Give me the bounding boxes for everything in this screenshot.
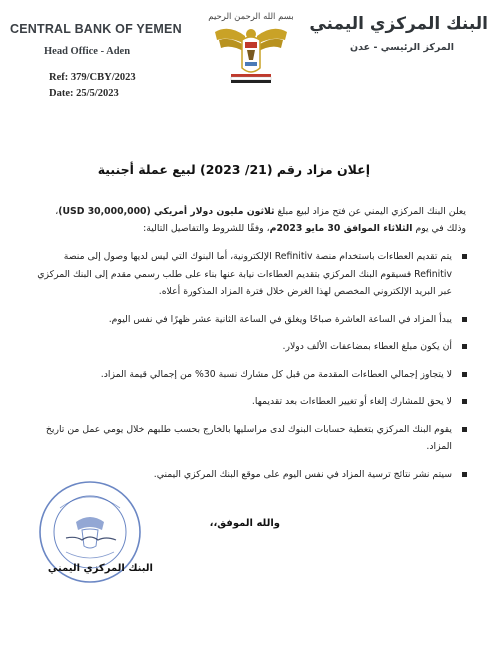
header-right bbox=[309, 14, 488, 53]
bullet-square-icon bbox=[462, 472, 467, 477]
condition-text: سيتم نشر نتائج ترسية المزاد في نفس اليوم على موقع البنك المركزي اليمني. bbox=[153, 468, 452, 480]
reference-number: Ref: 379/CBY/2023 bbox=[49, 72, 136, 83]
condition-text: يتم تقديم العطاءات باستخدام منصة Refinitiv الإلكترونية، أما البنوك التي ليس لديها وصول إلى منصة Refinitiv فسيقوم البنك المركزي بتقديم العطاءات نيابة عنها بناء على طلب رسمي مقدم إلى البنك المركزي عبر البريد الإلكتروني المخصص لهذا الغرض خلال فترة المزاد المذكورة أعلاه. bbox=[37, 251, 452, 297]
bullet-square-icon bbox=[462, 372, 467, 377]
basmala: بسم الله الرحمن الرحيم bbox=[208, 12, 294, 22]
intro-text-2: ، وذلك في يوم bbox=[55, 206, 466, 234]
announcement-title: إعلان مزاد رقم (21/ 2023) لبيع عملة أجنبية bbox=[97, 162, 370, 177]
bullet-square-icon bbox=[462, 427, 467, 432]
document-date: Date: 25/5/2023 bbox=[49, 88, 119, 99]
auction-day: الثلاثاء الموافق 30 مايو 2023م bbox=[269, 223, 413, 234]
condition-item bbox=[25, 393, 467, 411]
header-left bbox=[10, 22, 180, 99]
condition-text: لا يتجاوز إجمالي العطاءات المقدمة من قبل كل مشارك نسبة 30% من إجمالي قيمة المزاد. bbox=[100, 368, 452, 380]
head-office-ar: المركز الرئيسي - عدن bbox=[350, 42, 454, 53]
conditions-list bbox=[25, 248, 467, 493]
intro-text-3: ، وفقًا للشروط والتفاصيل التالية: bbox=[143, 223, 270, 234]
condition-text: يبدأ المزاد في الساعة العاشرة صباحًا ويغلق في الساعة الثانية عشر ظهرًا في نفس اليوم. bbox=[108, 313, 452, 325]
bullet-square-icon bbox=[462, 254, 467, 259]
bank-name-en: CENTRAL BANK OF YEMEN bbox=[10, 22, 182, 36]
condition-item bbox=[25, 311, 467, 329]
signatory: البنك المركزي اليمني bbox=[47, 563, 153, 574]
bullet-square-icon bbox=[462, 399, 467, 404]
bullet-square-icon bbox=[462, 317, 467, 322]
condition-item bbox=[25, 338, 467, 356]
intro-paragraph bbox=[38, 203, 466, 237]
condition-item bbox=[25, 421, 467, 456]
auction-amount: ثلاثون مليون دولار أمريكي (30,000,000 USD) bbox=[58, 206, 275, 217]
condition-item bbox=[25, 366, 467, 384]
head-office-en: Head Office - Aden bbox=[44, 46, 131, 57]
condition-text: أن يكون مبلغ العطاء بمضاعفات الألف دولار. bbox=[282, 341, 452, 352]
condition-text: يقوم البنك المركزي بتغطية حسابات البنوك لدى مراسليها بالخارج بحسب طلبهم خلال يومي عمل من تاريخ المزاد. bbox=[45, 423, 452, 452]
condition-text: لا يحق للمشارك إلغاء أو تغيير العطاءات بعد تقديمها. bbox=[251, 396, 452, 407]
bullet-square-icon bbox=[462, 344, 467, 349]
condition-item bbox=[25, 248, 467, 301]
bank-name-ar: البنك المركزي اليمني bbox=[309, 14, 488, 34]
yemen-emblem-icon bbox=[209, 10, 293, 88]
intro-text-1: يعلن البنك المركزي اليمني عن فتح مزاد لبيع مبلغ bbox=[274, 206, 466, 217]
closing-phrase: والله الموفق،، bbox=[209, 518, 280, 529]
